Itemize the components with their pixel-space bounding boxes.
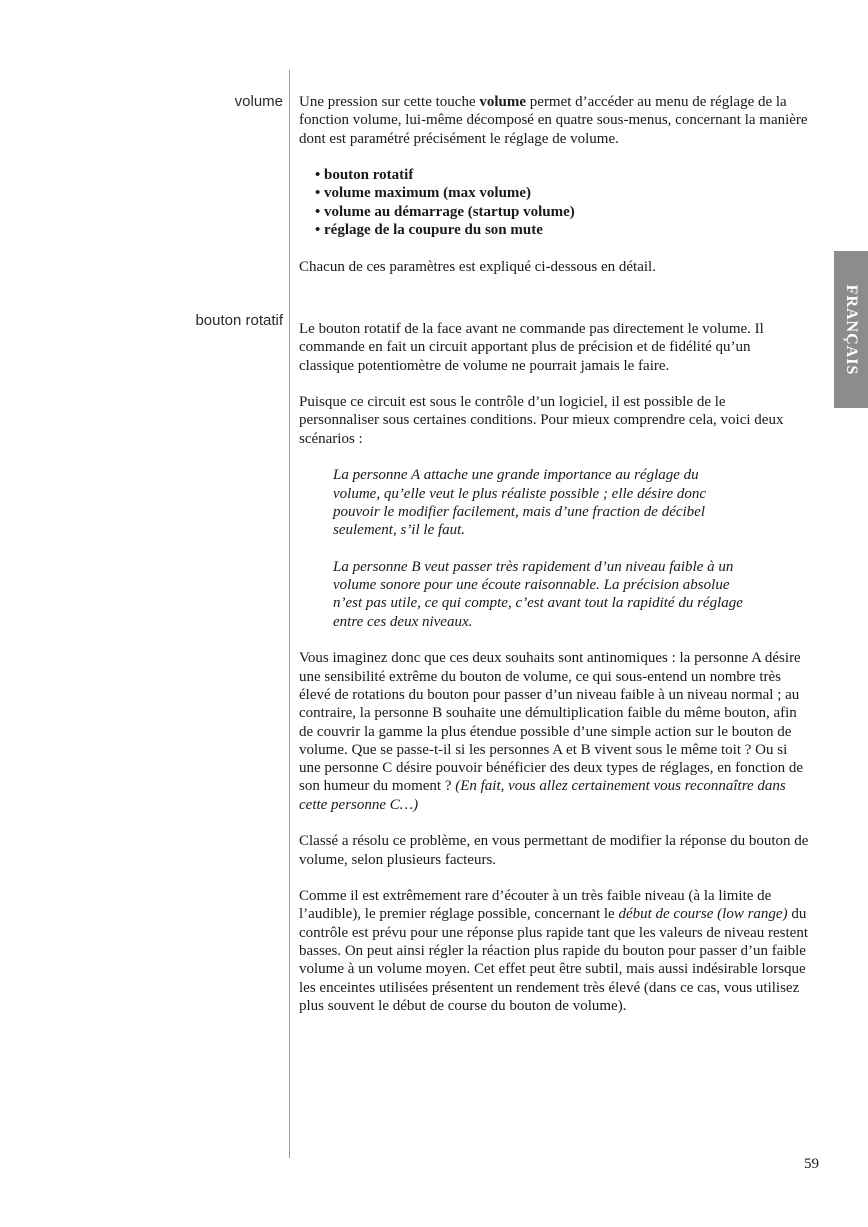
- language-tab: [834, 251, 868, 408]
- list-item: • volume maximum (max volume): [315, 185, 532, 202]
- intro-pre: Une pression sur cette touche: [299, 94, 480, 110]
- section-label-volume: volume: [234, 93, 283, 110]
- paragraph-5: [299, 887, 809, 1015]
- quote-person-b: La personne B veut passer très rapidement d’un niveau faible à un volume sonore pour une écoute raisonnable. La précision absolue n’est pas utile, ce qui compte, c’est avant tout la rapidité du réglage entre ces deux niveaux.: [333, 558, 743, 630]
- paragraph-1: Le bouton rotatif de la face avant ne commande pas directement le volume. Il commande en fait un circuit apportant plus de précision et de fidélité qu’un classique potentiomètre de volume ne pourrait jamais le faire.: [299, 320, 764, 374]
- quote-person-a: La personne A attache une grande importance au réglage du volume, qu’elle veut le plus réaliste possible ; elle désire donc pouvoir le modifier facilement, mais d’une fraction de décibel seulement, s’il le faut.: [333, 467, 707, 539]
- list-item: • bouton rotatif: [315, 167, 414, 184]
- paragraph-2: Puisque ce circuit est sous le contrôle d’un logiciel, il est possible de le personnaliser sous certaines conditions. Pour mieux comprendre cela, voici deux scénarios :: [299, 394, 784, 447]
- list-item: • volume au démarrage (startup volume): [315, 203, 575, 220]
- paragraph-3-italic: (En fait, vous allez certainement vous reconnaître dans cette personne C…): [299, 778, 786, 813]
- submenu-list: [299, 166, 809, 239]
- intro-end-paragraph: Chacun de ces paramètres est expliqué ci-dessous en détail.: [299, 258, 656, 275]
- paragraph-3-text: Vous imaginez donc que ces deux souhaits sont antinomiques : la personne A désire une sensibilité extrême du bouton de volume, ce qui sous-entend un nombre très élevé de rotations du bouton pour passer d’un niveau faible à un niveau normal ; au contraire, la personne B souhaite une démultiplication faible du même bouton, afin de couvrir la gamme la plus étendue possible d’une simple action sur le bouton de volume. Que se passe-t-il si les personnes A et B vivent sous le même toit ? Ou si une personne C désire pouvoir bénéficier des deux types de réglages, en fonction de son humeur du moment ?: [299, 650, 803, 795]
- paragraph-4: Classé a résolu ce problème, en vous permettant de modifier la réponse du bouton de volume, selon plusieurs facteurs.: [299, 833, 809, 868]
- language-tab-label: FRANÇAIS: [843, 284, 860, 375]
- main-content: [299, 93, 809, 1015]
- column-divider: [289, 70, 290, 1158]
- paragraph-5-post: du contrôle est prévu pour une réponse plus rapide tant que les valeurs de niveau restent basses. On peut ainsi régler la réaction plus rapide du bouton pour passer d’un faible volume à un volume moyen. Cet effet peut être subtil, mais aussi indésirable lorsque les enceintes utilisées présentent un rendement très élevé (dans ce cas, vous utilisez plus souvent le début de course du bouton de volume).: [299, 906, 808, 1014]
- paragraph-5-italic: début de course (low range): [618, 906, 788, 923]
- intro-post: permet d’accéder au menu de réglage de la fonction volume, lui-même décomposé en quatre sous-menus, concernant la manière dont est paramétré précisément le réglage de volume.: [299, 94, 808, 147]
- intro-bold: volume: [479, 94, 527, 110]
- paragraph-5-pre: Comme il est extrêmement rare d’écouter à un très faible niveau (à la limite de l’audible), le premier réglage possible, concernant le: [299, 888, 772, 923]
- page-number: 59: [804, 1156, 819, 1172]
- paragraph-3: [299, 649, 809, 814]
- list-item: • réglage de la coupure du son mute: [315, 222, 543, 239]
- intro-paragraph: [299, 93, 809, 148]
- section-label-bouton-rotatif: bouton rotatif: [195, 312, 283, 329]
